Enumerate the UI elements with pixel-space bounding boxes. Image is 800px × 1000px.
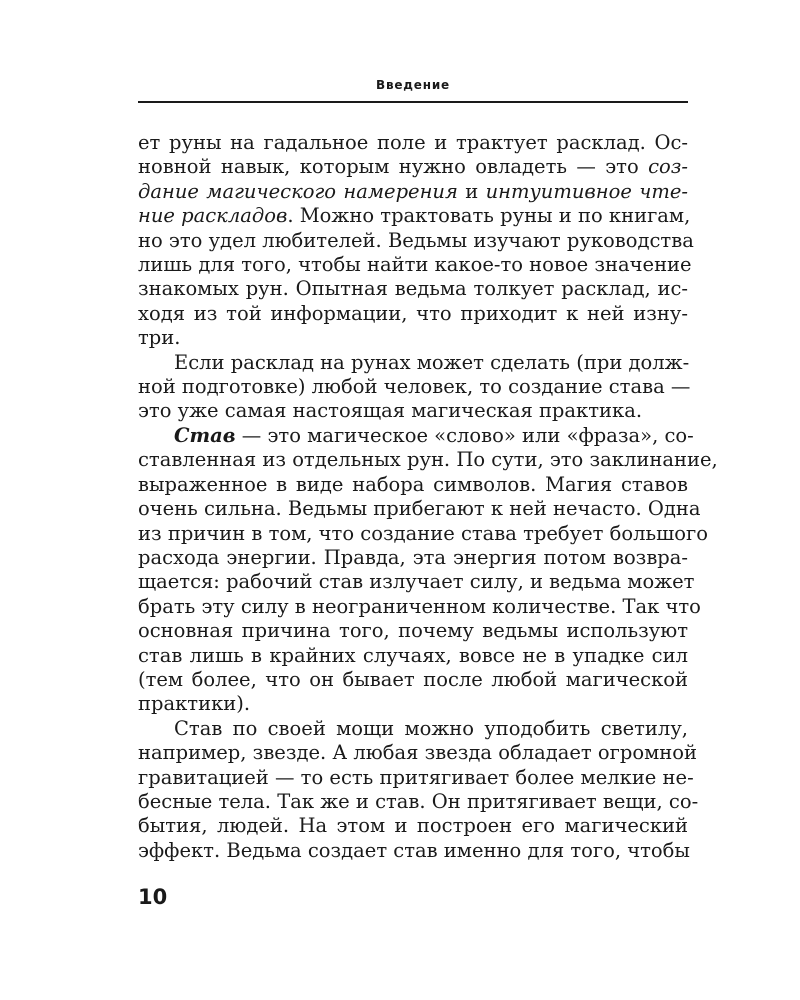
italic-phrase: соз- bbox=[648, 155, 688, 179]
text-segment: гравитацией — то есть притягивает более мелкие не- bbox=[138, 765, 694, 789]
text-segment: практики). bbox=[138, 692, 251, 716]
text-line bbox=[138, 473, 688, 497]
body-text bbox=[138, 131, 718, 863]
text-segment: выраженное в виде набора символов. Магия ставов bbox=[138, 472, 688, 496]
text-segment: три. bbox=[138, 326, 181, 350]
text-line bbox=[138, 131, 688, 155]
header-rule bbox=[138, 101, 688, 103]
text-segment: бесные тела. Так же и став. Он притягивает вещи, со- bbox=[138, 789, 699, 813]
text-line bbox=[138, 644, 688, 668]
text-line bbox=[138, 521, 708, 546]
text-line bbox=[138, 765, 694, 790]
text-segment: эффект. Ведьма создает став именно для того, чтобы bbox=[138, 838, 690, 862]
text-line bbox=[138, 253, 692, 277]
text-segment: это уже самая настоящая магическая практика. bbox=[138, 399, 643, 423]
paragraph bbox=[138, 131, 694, 351]
text-segment: ставленная из отдельных рун. По сути, это заклинание, bbox=[138, 448, 718, 472]
text-line bbox=[138, 717, 688, 741]
text-line bbox=[138, 302, 688, 326]
text-segment: ной подготовке) любой человек, то создание става — bbox=[138, 375, 691, 399]
text-line bbox=[138, 423, 694, 448]
text-segment: . Можно трактовать руны и по книгам, bbox=[287, 204, 691, 228]
text-segment: лишь для того, чтобы найти какое-то новое значение bbox=[138, 253, 692, 277]
text-segment: став лишь в крайних случаях, вовсе не в упадке сил bbox=[138, 643, 688, 667]
text-segment: ет руны на гадальное поле и трактует расклад. Ос- bbox=[138, 131, 688, 154]
text-line bbox=[138, 351, 688, 375]
text-segment: — это магическое «слово» или «фраза», со- bbox=[235, 423, 694, 447]
text-segment: брать эту силу в неограниченном количестве. Так что bbox=[138, 594, 701, 618]
text-line bbox=[138, 619, 688, 643]
text-segment: бытия, людей. На этом и построен его магический bbox=[138, 814, 688, 838]
text-line bbox=[138, 789, 699, 814]
text-segment: знакомых рун. Опытная ведьма толкует расклад, ис- bbox=[138, 277, 688, 301]
text-segment: новной навык, которым нужно овладеть — это bbox=[138, 155, 649, 179]
text-line bbox=[138, 180, 688, 204]
text-line bbox=[138, 839, 688, 863]
running-header: Введение bbox=[376, 78, 450, 92]
text-line bbox=[138, 155, 688, 179]
text-line bbox=[138, 326, 688, 350]
term-emphasis: Став bbox=[174, 423, 236, 447]
text-line bbox=[138, 448, 718, 472]
text-segment: например, звезде. А любая звезда обладает огромной bbox=[138, 741, 697, 765]
paragraph bbox=[138, 716, 699, 863]
text-segment: очень сильна. Ведьмы прибегают к ней нечасто. Одна bbox=[138, 497, 701, 521]
text-segment: расхода энергии. Правда, эта энергия потом возвра- bbox=[138, 545, 688, 569]
text-line bbox=[138, 594, 701, 619]
text-line bbox=[138, 204, 691, 228]
text-line bbox=[138, 399, 688, 423]
text-line bbox=[138, 668, 688, 692]
text-segment: Став по своей мощи можно уподобить светилу, bbox=[174, 716, 688, 740]
text-line bbox=[138, 570, 695, 594]
text-segment: (тем более, что он бывает после любой магической bbox=[138, 667, 688, 691]
text-segment: ходя из той информации, что приходит к ней изну- bbox=[138, 301, 688, 325]
text-segment: щается: рабочий став излучает силу, и ведьма может bbox=[138, 570, 695, 594]
paragraph bbox=[138, 350, 691, 424]
text-segment: из причин в том, что создание става требует большого bbox=[138, 521, 708, 545]
italic-phrase: ние раскладов bbox=[138, 204, 288, 228]
text-segment: Если расклад на рунах может сделать (при долж- bbox=[174, 350, 690, 374]
text-line bbox=[138, 814, 688, 838]
text-line bbox=[138, 277, 688, 301]
italic-phrase: интуитивное чте- bbox=[485, 179, 688, 203]
text-line bbox=[138, 692, 688, 716]
text-segment: и bbox=[457, 179, 486, 203]
italic-phrase: дание магического намерения bbox=[138, 179, 458, 203]
paragraph bbox=[138, 423, 718, 717]
text-line bbox=[138, 228, 694, 253]
text-segment: основная причина того, почему ведьмы используют bbox=[138, 619, 688, 643]
text-segment: но это удел любителей. Ведьмы изучают руководства bbox=[138, 228, 694, 252]
page-number: 10 bbox=[138, 885, 168, 909]
text-line bbox=[138, 741, 697, 765]
text-line bbox=[138, 375, 691, 399]
text-line bbox=[138, 546, 688, 570]
text-line bbox=[138, 497, 701, 521]
